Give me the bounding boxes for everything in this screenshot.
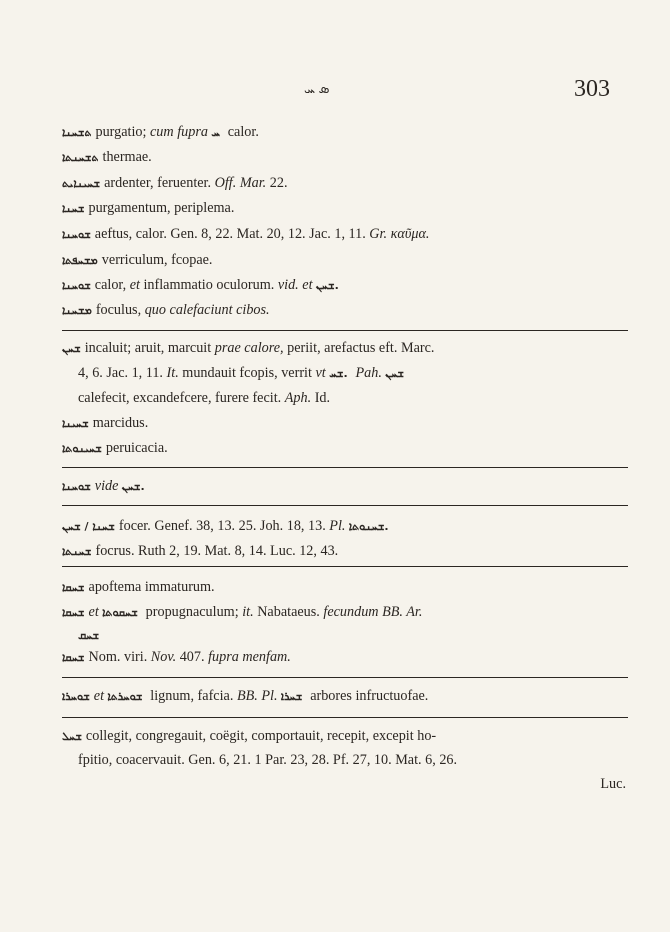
entry: ܫܚܢܬܐ focrus. Ruth 2, 19. Mat. 8, 14. Luc. 12, 43. (62, 543, 339, 559)
section-rule (62, 566, 628, 567)
section-rule (62, 717, 628, 718)
entry: ܫܚܠ collegit, congregauit, coëgit, comportauit, recepit, excepit ho- (62, 728, 437, 744)
entry: ܡܫܚܦܬܐ verriculum, fcopae. (62, 252, 213, 268)
entry: ܫܚܢܐ purgamentum, periplema. (62, 200, 235, 216)
page-header (0, 74, 670, 108)
header-letters: ܣ ܚ (304, 82, 330, 97)
entry: ܫܚܝܢܐ marcidus. (62, 415, 149, 431)
entry: ܫܚܩܐ apoftema immaturum. (62, 579, 215, 595)
section-rule (62, 677, 628, 678)
entry: ܫܘܚܪܐ et ܫܘܚܪܬܐ lignum, fafcia. BB. Pl. ܫܚܪܐ arbores infructuofae. (62, 688, 429, 704)
entry-continuation: ܫܚܩ (78, 629, 100, 642)
entry: ܫܚܝܢܘܬܐ peruicacia. (62, 440, 168, 456)
entry-continuation: calefecit, excandefcere, furere fecit. Aph. Id. (78, 390, 331, 406)
entry-continuation: Luc. (600, 776, 626, 792)
entry: ܫܚܩܐ Nom. viri. Nov. 407. fupra menfam. (62, 649, 291, 665)
entry: ܫܘܚܢܐ calor, et inflammatio oculorum. vid. et ܫܚܢ. (62, 277, 339, 293)
entry-continuation: fpitio, coacervauit. Gen. 6, 21. 1 Par. 23, 28. Pf. 27, 10. Mat. 6, 26. (78, 752, 458, 768)
entry: ܬܫܚܢܬܐ thermae. (62, 149, 152, 165)
entry: ܫܚܩܐ et ܫܚܩܘܬܐ propugnaculum; it. Nabataeus. fecundum BB. Ar. (62, 604, 423, 620)
entry: ܬܫܚܢܐ purgatio; cum fupra ܚ calor. (62, 124, 259, 140)
entry: ܫܘܚܢܐ aeftus, calor. Gen. 8, 22. Mat. 20, 12. Jac. 1, 11. Gr. καῦμα. (62, 226, 430, 242)
entry: ܡܫܚܢܐ foculus, quo calefaciunt cibos. (62, 302, 270, 318)
section-rule (62, 467, 628, 468)
entry-continuation: 4, 6. Jac. 1, 11. It. mundauit fcopis, verrit vt ܫܚ. Pah. ܫܚܢ (78, 365, 404, 381)
entry: ܫܚܢ incaluit; aruit, marcuit prae calore, periit, arefactus eft. Marc. (62, 340, 435, 356)
entry: ܫܚܝܢܐܝܬ ardenter, feruenter. Off. Mar. 22. (62, 175, 288, 191)
section-rule (62, 330, 628, 331)
entry: ܫܘܚܢܐ vide ܫܚܢ. (62, 478, 145, 494)
section-rule (62, 505, 628, 506)
page-number: 303 (574, 76, 610, 102)
entry: ܫܚܢܐ / ܫܚܢ focer. Genef. 38, 13. 25. Joh. 18, 13. Pl. ܫܚܢܘܬܐ. (62, 518, 389, 534)
